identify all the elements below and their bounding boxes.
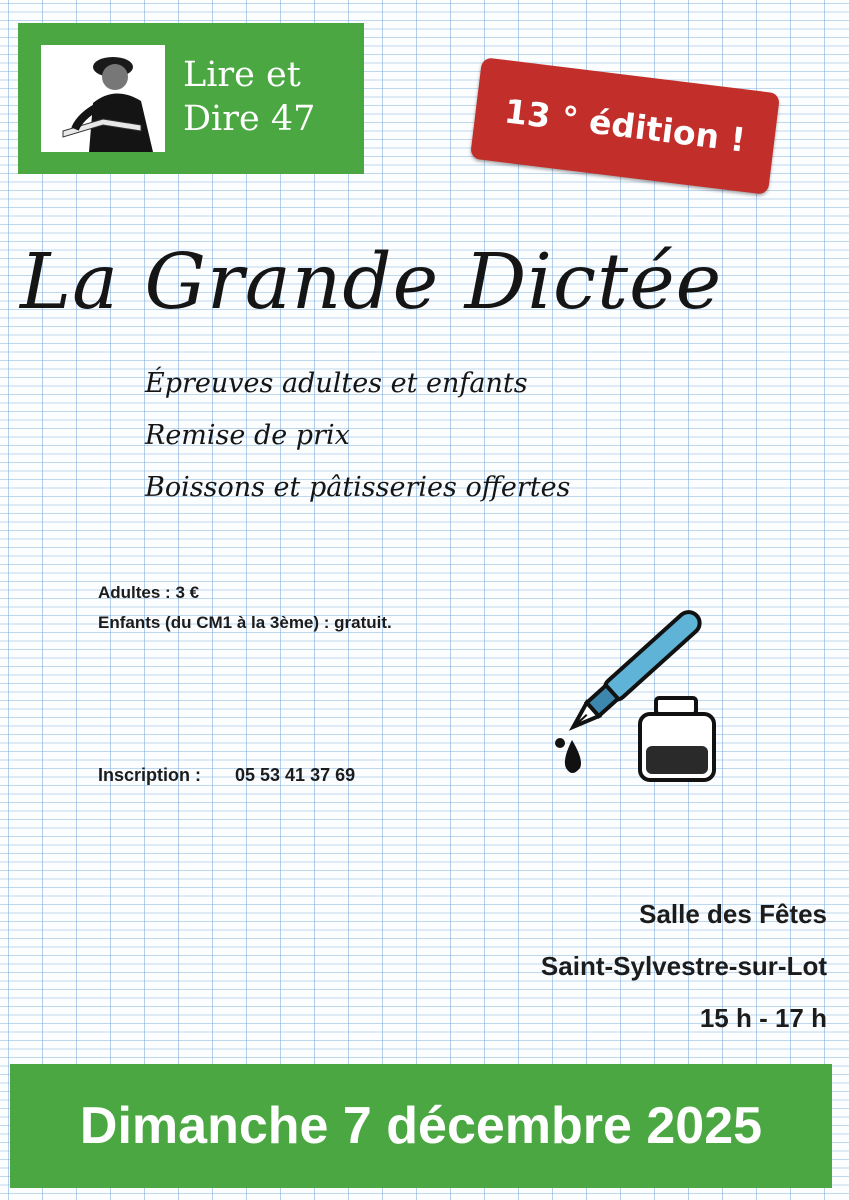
fountain-pen-and-inkwell-icon — [548, 600, 723, 785]
logo-line-1: Lire et — [183, 55, 301, 95]
date-banner — [10, 1064, 832, 1188]
price-info — [98, 578, 392, 638]
lire-et-dire-logo — [18, 23, 364, 174]
phone-number: 05 53 41 37 69 — [235, 765, 356, 785]
logo-title — [183, 53, 353, 141]
feature-item: Épreuves adultes et enfants — [145, 368, 528, 399]
edition-badge: 13 ° édition ! — [470, 57, 780, 195]
feature-item: Remise de prix — [145, 420, 350, 451]
features-list — [145, 362, 570, 518]
children-price: Enfants (du CM1 à la 3ème) : gratuit. — [98, 613, 392, 632]
event-date: Dimanche 7 décembre 2025 — [79, 1097, 763, 1155]
adult-price: Adultes : 3 € — [98, 583, 200, 602]
event-time: 15 h - 17 h — [699, 1003, 827, 1033]
venue-hall: Salle des Fêtes — [639, 899, 827, 929]
person-reading-book-icon — [41, 45, 165, 152]
logo-line-2: Dire 47 — [183, 99, 316, 139]
venue-town: Saint-Sylvestre-sur-Lot — [540, 951, 827, 981]
feature-item: Boissons et pâtisseries offertes — [145, 472, 571, 503]
venue-info — [541, 888, 827, 1044]
inscription-info — [98, 765, 355, 786]
inscription-label: Inscription : — [98, 765, 201, 785]
page-title: La Grande Dictée — [20, 238, 723, 327]
